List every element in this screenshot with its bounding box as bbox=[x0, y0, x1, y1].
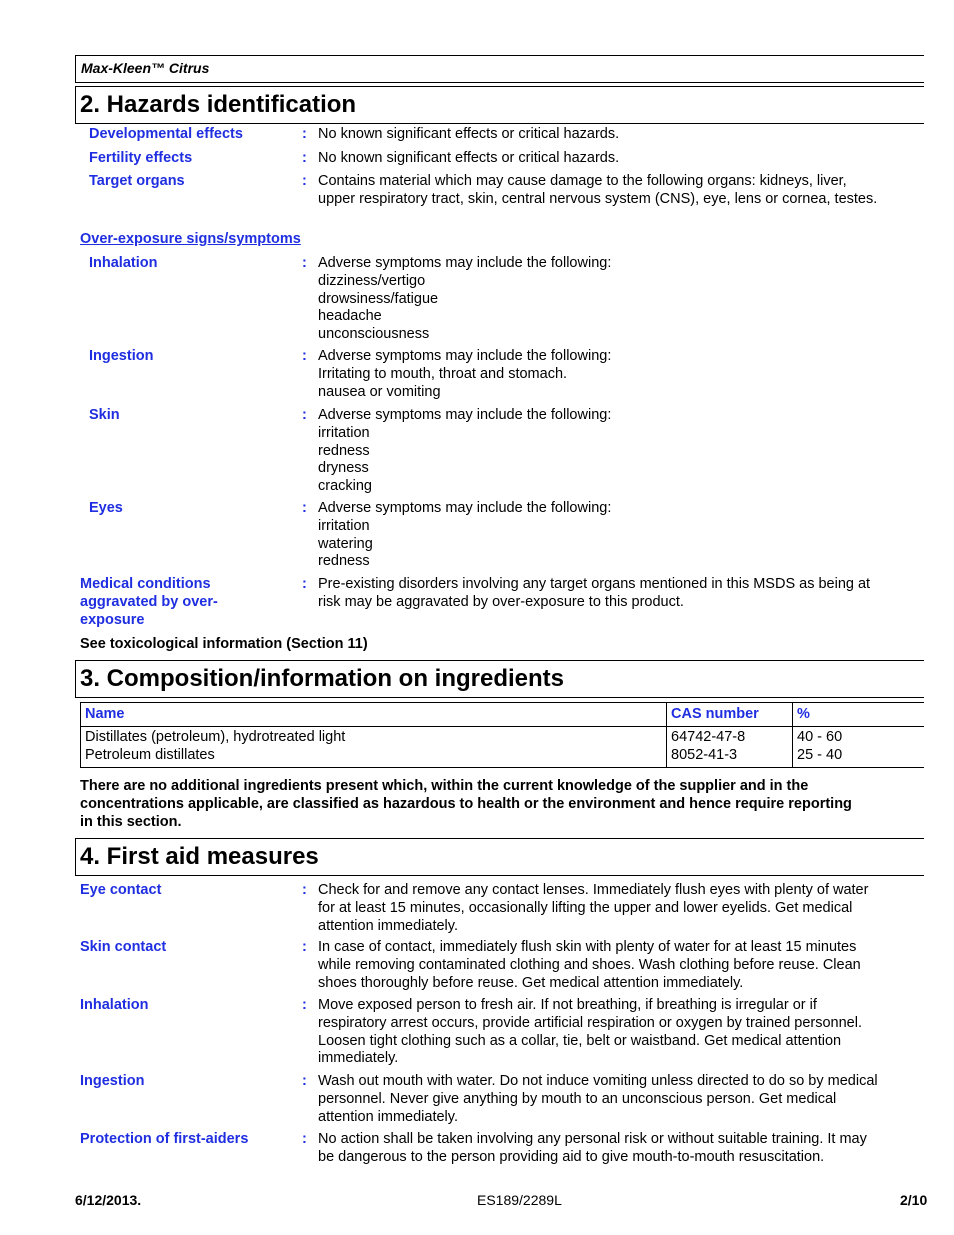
section-2-header bbox=[75, 86, 924, 124]
value-line: be dangerous to the person providing aid to give mouth-to-mouth resuscitation. bbox=[318, 1148, 825, 1165]
colon: : bbox=[302, 882, 307, 898]
protection-of-first-aiders-value bbox=[318, 1131, 924, 1167]
product-header bbox=[75, 55, 924, 83]
value-line: Irritating to mouth, throat and stomach. bbox=[318, 365, 568, 382]
value-line: In case of contact, immediately flush skin with plenty of water for at least 15 minutes bbox=[318, 939, 857, 955]
footer-date: 6/12/2013. bbox=[75, 1192, 142, 1208]
colon: : bbox=[302, 348, 307, 364]
ingestion-value bbox=[318, 1073, 924, 1126]
value-line: personnel. Never give anything by mouth to an unconscious person. Get medical bbox=[318, 1090, 837, 1107]
ingredient-name: Petroleum distillates bbox=[85, 746, 215, 763]
value-line: drowsiness/fatigue bbox=[318, 290, 439, 307]
value-line: dryness bbox=[318, 460, 369, 477]
value-line: shoes thoroughly before reuse. Get medical attention immediately. bbox=[318, 974, 744, 991]
ingestion-label: Ingestion bbox=[80, 1073, 145, 1089]
eye-contact-value bbox=[318, 882, 924, 935]
target-organs-label: Target organs bbox=[89, 173, 185, 189]
value-line: respiratory arrest occurs, provide artificial respiration or oxygen by trained personnel. bbox=[318, 1014, 862, 1031]
table-header-row bbox=[81, 703, 925, 727]
colon: : bbox=[302, 255, 307, 271]
ingredients-table bbox=[80, 702, 924, 768]
colon: : bbox=[302, 126, 307, 142]
symptom-skin-value bbox=[318, 407, 924, 496]
section-4-title: 4. First aid measures bbox=[80, 843, 319, 870]
value-line: immediately. bbox=[318, 1050, 399, 1067]
cas-numbers-cell bbox=[667, 727, 793, 768]
column-header-percent: % bbox=[793, 703, 925, 727]
protection-of-first-aiders-label: Protection of first-aiders bbox=[80, 1131, 249, 1147]
column-header-name: Name bbox=[81, 703, 667, 727]
note-line: There are no additional ingredients present which, within the current knowledge of the supplier and in the bbox=[80, 778, 809, 794]
symptom-eyes-label: Eyes bbox=[89, 500, 123, 516]
colon: : bbox=[302, 997, 307, 1013]
colon: : bbox=[302, 939, 307, 955]
label-line: Medical conditions bbox=[80, 576, 211, 592]
colon: : bbox=[302, 1131, 307, 1147]
percent-cell bbox=[793, 727, 925, 768]
value-line: unconsciousness bbox=[318, 326, 430, 343]
value-line: No known significant effects or critical hazards. bbox=[318, 126, 620, 142]
inhalation-label: Inhalation bbox=[80, 997, 149, 1013]
percent-range: 25 - 40 bbox=[797, 746, 843, 763]
colon: : bbox=[302, 407, 307, 423]
value-line: Adverse symptoms may include the following: bbox=[318, 255, 612, 271]
symptom-ingestion-value bbox=[318, 348, 924, 401]
fertility-effects-label: Fertility effects bbox=[89, 150, 193, 166]
value-line: Adverse symptoms may include the following: bbox=[318, 348, 612, 364]
developmental-effects-value bbox=[318, 126, 924, 144]
note-line: in this section. bbox=[80, 813, 182, 830]
developmental-effects-label: Developmental effects bbox=[89, 126, 243, 142]
value-line: dizziness/vertigo bbox=[318, 272, 426, 289]
colon: : bbox=[302, 1073, 307, 1089]
value-line: Contains material which may cause damage to the following organs: kidneys, liver, bbox=[318, 173, 847, 189]
target-organs-value bbox=[318, 173, 924, 209]
value-line: Adverse symptoms may include the following: bbox=[318, 500, 612, 516]
medical-conditions-value bbox=[318, 576, 924, 612]
skin-contact-label: Skin contact bbox=[80, 939, 167, 955]
value-line: No known significant effects or critical hazards. bbox=[318, 150, 620, 166]
value-line: Loosen tight clothing such as a collar, tie, belt or waistband. Get medical attention bbox=[318, 1032, 842, 1049]
value-line: headache bbox=[318, 308, 382, 325]
value-line: Adverse symptoms may include the following: bbox=[318, 407, 612, 423]
table-row bbox=[81, 727, 925, 768]
value-line: attention immediately. bbox=[318, 1108, 458, 1125]
symptom-eyes-value bbox=[318, 500, 924, 571]
inhalation-value bbox=[318, 997, 924, 1068]
value-line: irritation bbox=[318, 424, 370, 441]
value-line: Wash out mouth with water. Do not induce vomiting unless directed to do so by medical bbox=[318, 1073, 878, 1089]
value-line: nausea or vomiting bbox=[318, 383, 441, 400]
section-3-header bbox=[75, 660, 924, 698]
value-line: No action shall be taken involving any personal risk or without suitable training. It may bbox=[318, 1131, 867, 1147]
fertility-effects-value bbox=[318, 150, 924, 168]
composition-note bbox=[80, 778, 924, 831]
value-line: attention immediately. bbox=[318, 917, 458, 934]
skin-contact-value bbox=[318, 939, 924, 992]
value-line: Move exposed person to fresh air. If not breathing, if breathing is irregular or if bbox=[318, 997, 817, 1013]
ingredient-name: Distillates (petroleum), hydrotreated light bbox=[85, 729, 346, 745]
colon: : bbox=[302, 576, 307, 592]
note-line: concentrations applicable, are classified as hazardous to health or the environment and hence require reporting bbox=[80, 795, 852, 812]
value-line: redness bbox=[318, 442, 370, 459]
cas-number: 64742-47-8 bbox=[671, 729, 746, 745]
value-line: cracking bbox=[318, 478, 372, 495]
ingredient-names-cell bbox=[81, 727, 667, 768]
symptom-inhalation-value bbox=[318, 255, 924, 344]
value-line: irritation bbox=[318, 517, 370, 534]
colon: : bbox=[302, 500, 307, 516]
value-line: redness bbox=[318, 553, 370, 570]
value-line: risk may be aggravated by over-exposure to this product. bbox=[318, 593, 684, 610]
column-header-cas: CAS number bbox=[667, 703, 793, 727]
value-line: while removing contaminated clothing and shoes. Wash clothing before reuse. Clean bbox=[318, 956, 861, 973]
value-line: upper respiratory tract, skin, central nervous system (CNS), eye, lens or cornea, testes. bbox=[318, 190, 878, 207]
percent-range: 40 - 60 bbox=[797, 729, 843, 745]
value-line: for at least 15 minutes, occasionally lifting the upper and lower eyelids. Get medical bbox=[318, 899, 853, 916]
symptom-ingestion-label: Ingestion bbox=[89, 348, 154, 364]
value-line: Pre-existing disorders involving any target organs mentioned in this MSDS as being at bbox=[318, 576, 871, 592]
eye-contact-label: Eye contact bbox=[80, 882, 162, 898]
value-line: Check for and remove any contact lenses. Immediately flush eyes with plenty of water bbox=[318, 882, 869, 898]
label-line: aggravated by over- bbox=[80, 593, 218, 610]
label-line: exposure bbox=[80, 611, 145, 628]
section-2-title: 2. Hazards identification bbox=[80, 91, 357, 118]
overexposure-heading: Over-exposure signs/symptoms bbox=[80, 231, 301, 247]
cas-number: 8052-41-3 bbox=[671, 746, 738, 763]
section-4-header bbox=[75, 838, 924, 876]
footer-page-number: 2/10 bbox=[900, 1192, 928, 1208]
colon: : bbox=[302, 150, 307, 166]
footer-doc-code: ES189/2289L bbox=[477, 1192, 562, 1208]
product-name: Max-Kleen™ Citrus bbox=[81, 60, 210, 76]
medical-conditions-label bbox=[80, 576, 218, 629]
section-3-title: 3. Composition/information on ingredients bbox=[80, 665, 564, 692]
symptom-inhalation-label: Inhalation bbox=[89, 255, 158, 271]
value-line: watering bbox=[318, 535, 373, 552]
symptom-skin-label: Skin bbox=[89, 407, 120, 423]
see-toxicological-note: See toxicological information (Section 11) bbox=[80, 636, 368, 652]
colon: : bbox=[302, 173, 307, 189]
